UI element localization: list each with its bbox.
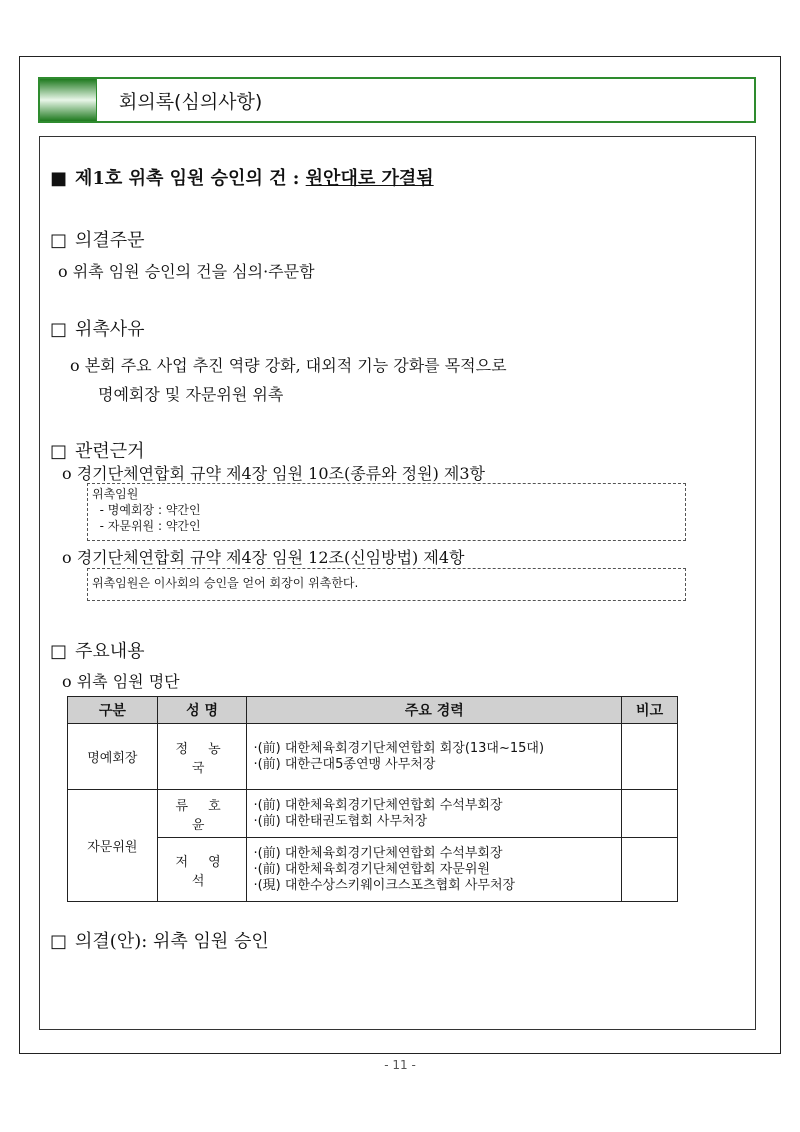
table-row bbox=[68, 724, 678, 790]
empty-square-icon: □ bbox=[50, 441, 68, 462]
section-heading: 위촉사유 bbox=[75, 319, 145, 340]
note-cell bbox=[622, 838, 678, 902]
page-title: 회의록(심의사항) bbox=[119, 90, 263, 113]
name-cell: 류 호 윤 bbox=[157, 790, 247, 838]
section-heading: 주요내용 bbox=[75, 641, 145, 662]
empty-square-icon: □ bbox=[50, 641, 68, 662]
career-line: ·(現) 대한수상스키웨이크스포츠협회 사무처장 bbox=[253, 877, 516, 893]
quote-line: - 자문위원 : 약간인 bbox=[92, 519, 201, 533]
career-cell bbox=[247, 838, 622, 902]
column-header: 구분 bbox=[68, 697, 158, 724]
section-heading: 의결주문 bbox=[75, 230, 145, 251]
career-cell bbox=[247, 724, 622, 790]
page-number: - 11 - bbox=[384, 1058, 416, 1072]
table-row bbox=[68, 838, 678, 902]
empty-square-icon: □ bbox=[50, 230, 68, 251]
section-reason bbox=[50, 315, 145, 341]
section-basis bbox=[50, 437, 145, 463]
note-cell bbox=[622, 790, 678, 838]
table-header-row bbox=[68, 697, 678, 724]
table-row bbox=[68, 790, 678, 838]
basis-item-1: o 경기단체연합회 규약 제4장 임원 10조(종류와 정원) 제3항 bbox=[62, 464, 486, 483]
quote-line: - 명예회장 : 약간인 bbox=[92, 503, 201, 517]
column-header: 비고 bbox=[622, 697, 678, 724]
agenda-result: 원안대로 가결됨 bbox=[305, 168, 434, 189]
contents-sub: o 위촉 임원 명단 bbox=[62, 672, 180, 691]
empty-square-icon: □ bbox=[50, 931, 68, 952]
career-line: ·(前) 대한체육회경기단체연합회 자문위원 bbox=[253, 861, 490, 877]
category-cell: 자문위원 bbox=[68, 790, 158, 902]
name-cell: 정 농 국 bbox=[157, 724, 247, 790]
header-accent-block bbox=[40, 79, 97, 121]
section-decision-order bbox=[50, 226, 145, 252]
career-line: ·(前) 대한체육회경기단체연합회 회장(13대~15대) bbox=[253, 740, 545, 756]
agenda-title bbox=[50, 164, 434, 190]
basis-quote-box-1 bbox=[87, 483, 686, 541]
name-cell: 저 영 석 bbox=[157, 838, 247, 902]
career-line: ·(前) 대한태권도협회 사무처장 bbox=[253, 813, 428, 829]
career-line: ·(前) 대한체육회경기단체연합회 수석부회장 bbox=[253, 845, 503, 861]
filled-square-icon: ■ bbox=[50, 168, 68, 189]
note-cell bbox=[622, 724, 678, 790]
column-header: 주요 경력 bbox=[247, 697, 622, 724]
header-bar bbox=[38, 77, 756, 123]
quote-line: 위촉임원 bbox=[92, 487, 139, 501]
empty-square-icon: □ bbox=[50, 319, 68, 340]
section-contents bbox=[50, 637, 145, 663]
quote-line: 위촉임원은 이사회의 승인을 얻어 회장이 위촉한다. bbox=[92, 576, 359, 590]
category-cell: 명예회장 bbox=[68, 724, 158, 790]
officer-table bbox=[67, 696, 678, 902]
basis-quote-box-2 bbox=[87, 568, 686, 601]
career-line: ·(前) 대한근대5종연맹 사무처장 bbox=[253, 756, 436, 772]
career-cell bbox=[247, 790, 622, 838]
reason-line-1: o 본회 주요 사업 추진 역량 강화, 대외적 기능 강화를 목적으로 bbox=[70, 356, 507, 375]
section-resolution bbox=[50, 927, 269, 953]
career-line: ·(前) 대한체육회경기단체연합회 수석부회장 bbox=[253, 797, 503, 813]
resolution-text: 의결(안): 위촉 임원 승인 bbox=[75, 931, 269, 952]
agenda-title-text: 제1호 위촉 임원 승인의 건 : bbox=[75, 168, 306, 189]
section-heading: 관련근거 bbox=[75, 441, 145, 462]
decision-order-text: o 위촉 임원 승인의 건을 심의·주문함 bbox=[58, 262, 315, 281]
reason-line-2: 명예회장 및 자문위원 위촉 bbox=[98, 385, 284, 404]
column-header: 성 명 bbox=[157, 697, 247, 724]
basis-item-2: o 경기단체연합회 규약 제4장 임원 12조(신임방법) 제4항 bbox=[62, 548, 465, 567]
